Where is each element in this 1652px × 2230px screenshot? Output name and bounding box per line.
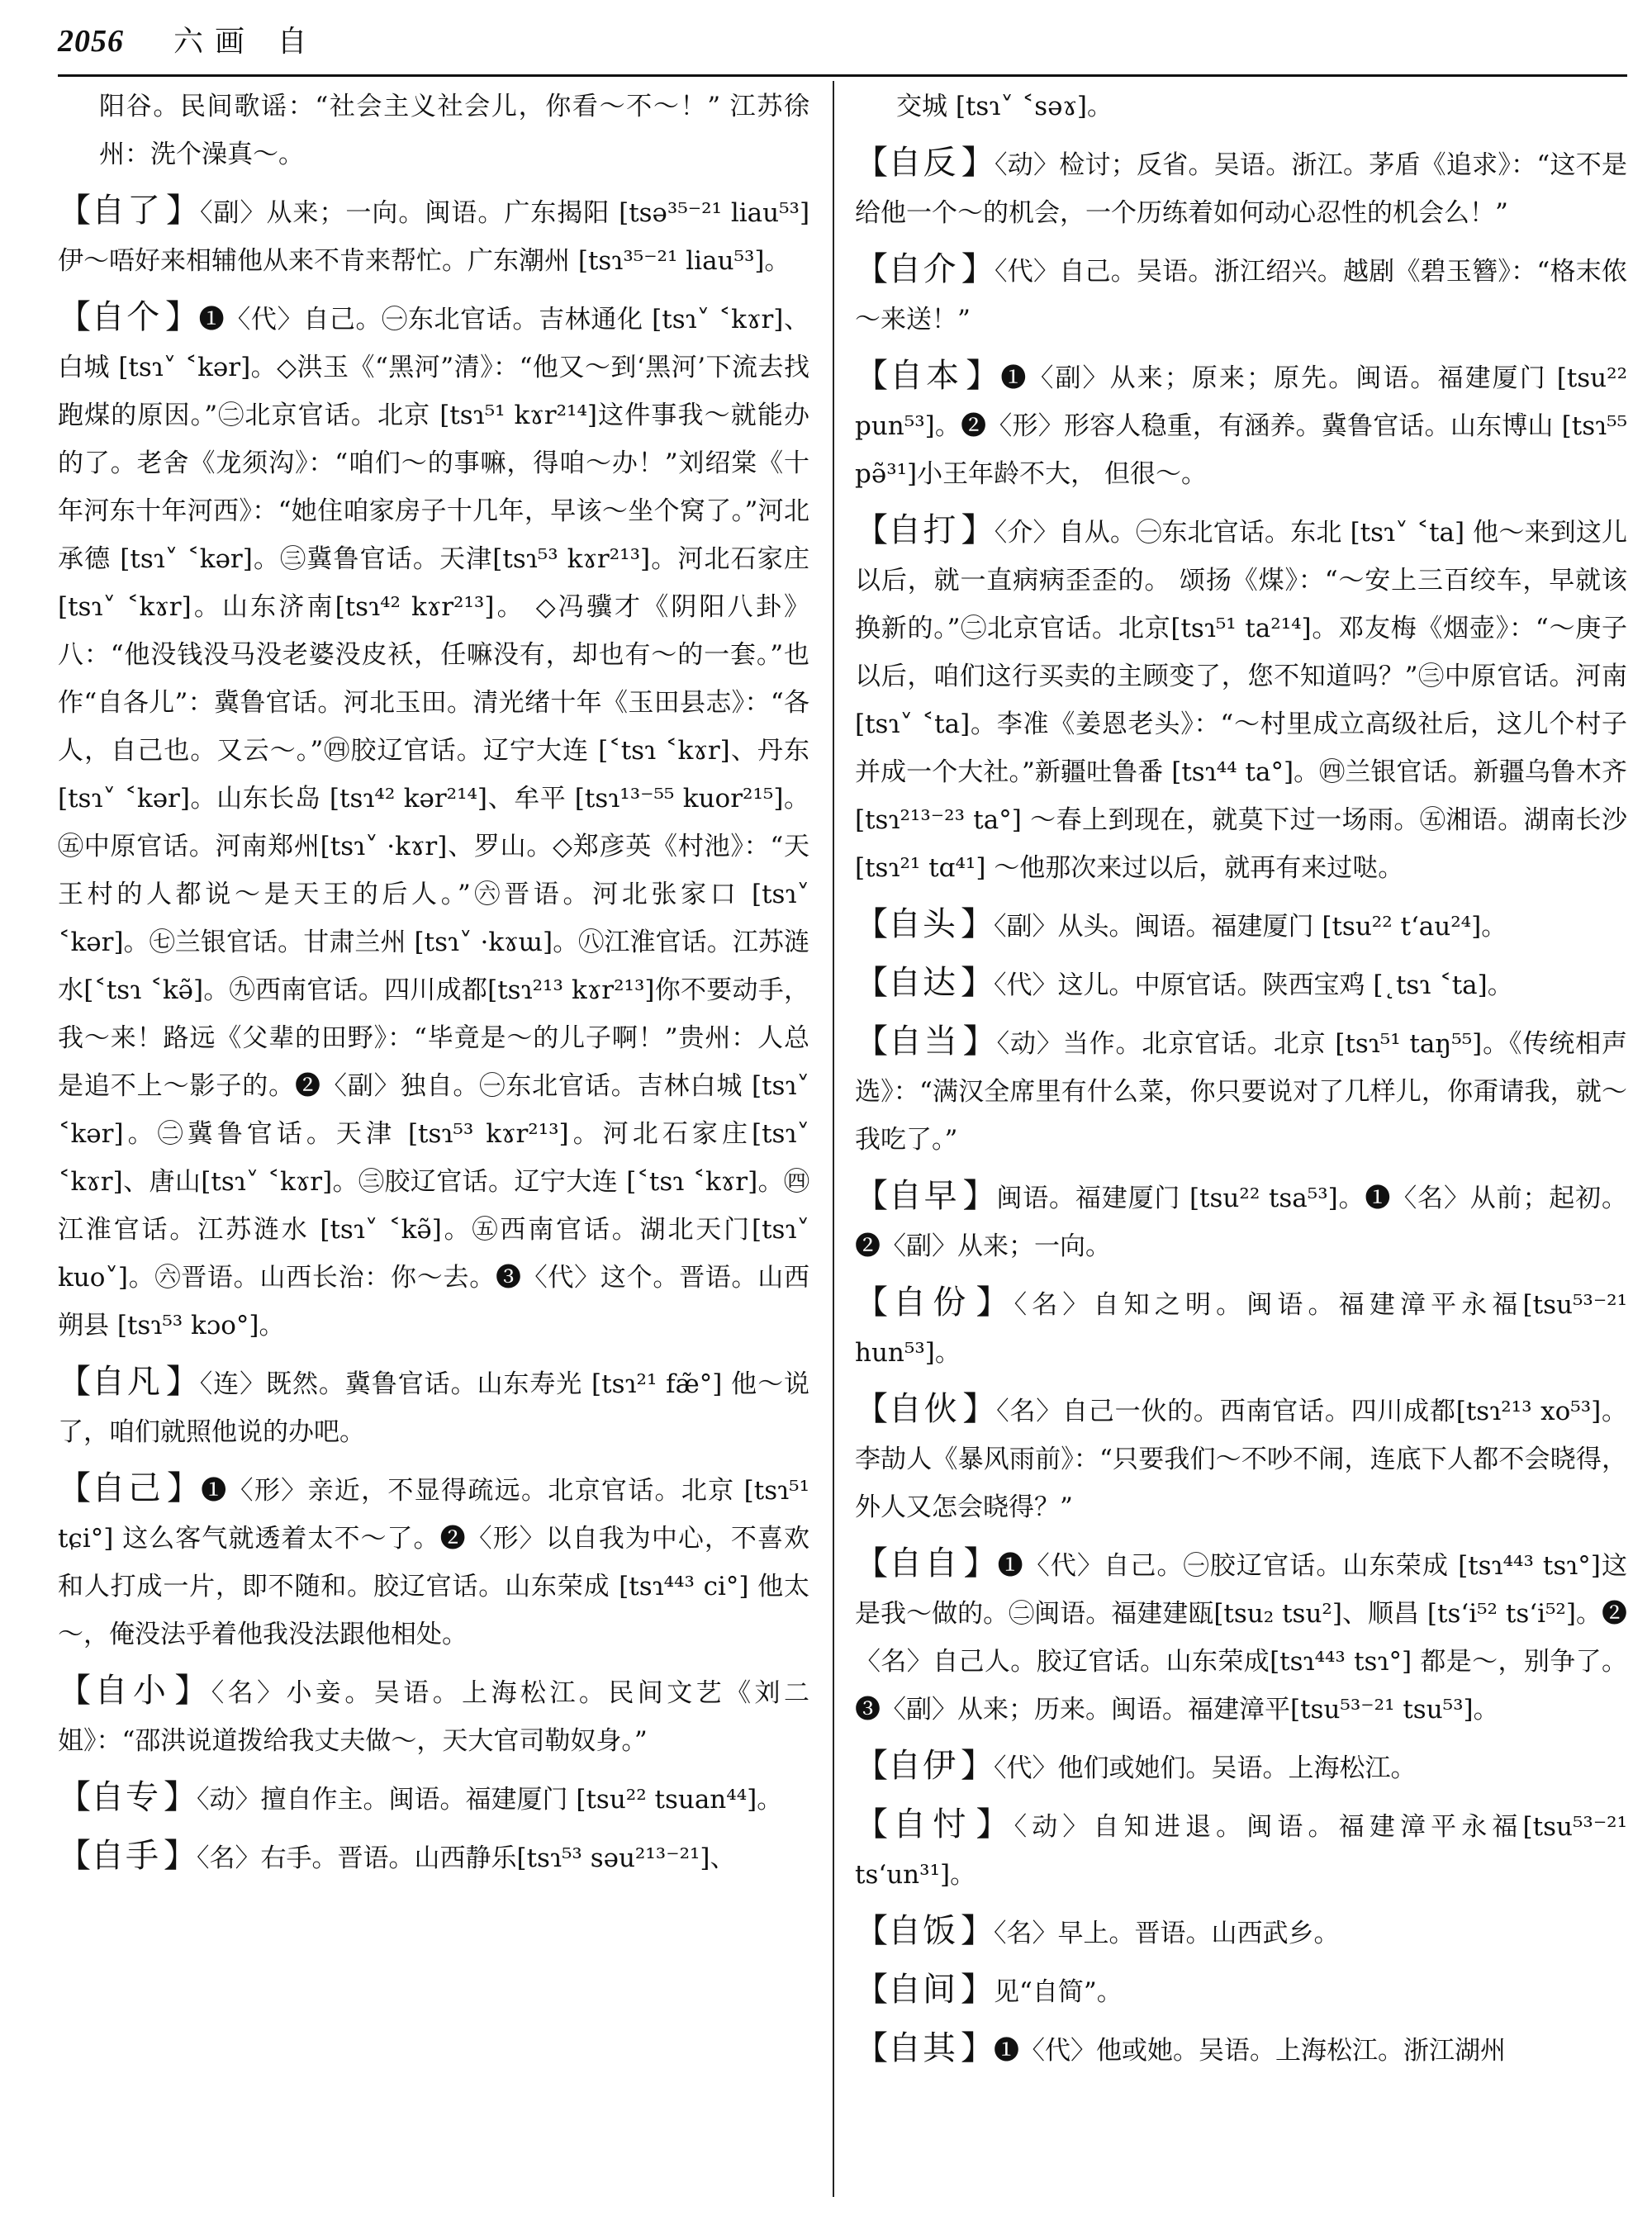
right-column bbox=[855, 83, 1627, 2083]
dictionary-entry bbox=[58, 83, 809, 178]
entry-text: 〈副〉从来；一向。闽语。广东揭阳 [tsə³⁵⁻²¹ liau⁵³] 伊～唔好来相辅他从来不肯来帮忙。广东潮州 [tsɿ³⁵⁻²¹ liau⁵³]。 bbox=[58, 198, 810, 276]
headword: 自份 bbox=[893, 1283, 973, 1321]
entry-text: 〈代〉他们或她们。吴语。上海松江。 bbox=[994, 1753, 1417, 1783]
headword: 自自 bbox=[889, 1544, 961, 1582]
headword: 自个 bbox=[91, 298, 162, 336]
dictionary-entry: 【自份 】〈名〉自知之明。闽语。福建漳平永福[tsu⁵³⁻²¹ hun⁵³]。 bbox=[855, 1283, 1628, 1368]
headword: 自小 bbox=[94, 1672, 172, 1710]
section-title: 六画 自 bbox=[173, 25, 319, 59]
headword: 自当 bbox=[888, 1022, 960, 1060]
dictionary-entry: 【自饭 】〈名〉早上。晋语。山西武乡。 bbox=[855, 1912, 1340, 1950]
dictionary-entry: 【自达 】〈代〉这儿。中原官话。陕西宝鸡 [˛tsɿ ˂ta]。 bbox=[855, 964, 1513, 1002]
headword: 自头 bbox=[888, 905, 957, 943]
entry-text: ❶〈形〉亲近，不显得疏远。北京官话。北京 [tsɿ⁵¹ tɕi°] 这么客气就透着太不～了。❷〈形〉以自我为中心，不喜欢和人打成一片，即不随和。胶辽官话。山东荣成 [tsɿ⁴⁴³ ci°] 他太～，俺没法乎着他我没法跟他相处。 bbox=[58, 1476, 809, 1649]
headword: 自早 bbox=[888, 1177, 960, 1215]
headword: 自其 bbox=[888, 2029, 957, 2067]
headword: 自间 bbox=[888, 1971, 957, 2009]
entry-text: 〈动〉检讨；反省。吴语。浙江。茅盾《追求》：“这不是给他一个～的机会，一个历练着如何动心忍性的机会么！” bbox=[855, 150, 1628, 228]
dictionary-entry bbox=[855, 83, 1627, 130]
headword: 自手 bbox=[91, 1837, 160, 1875]
dictionary-entry: 【自自 】❶〈代〉自己。㊀胶辽官话。山东荣成 [tsɿ⁴⁴³ tsɿ°]这是我～做的。㊁闽语。福建建瓯[tsu₂ tsu²]、顺昌 [ts‘i⁵² ts‘i⁵²]。❷〈名〉自己人。胶辽官话。山东荣成[tsɿ⁴⁴³ tsɿ°] 都是～，别争了。❸〈副〉从来；历来。闽语。福建漳平[tsu⁵³⁻²¹ tsu⁵³]。 bbox=[855, 1544, 1628, 1725]
headword: 自己 bbox=[92, 1469, 164, 1507]
entry-text: 〈名〉小妾。吴语。上海松江。民间文艺《刘二姐》：“邵洪说道拨给我丈夫做～，天大官司勒奴身。” bbox=[58, 1678, 809, 1756]
entry-text: ❶〈代〉他或她。吴语。上海松江。浙江湖州 bbox=[994, 2036, 1506, 2066]
headword: 自忖 bbox=[893, 1805, 973, 1843]
entry-text: ❶〈副〉从来；原来；原先。闽语。福建厦门 [tsu²² pun⁵³]。❷〈形〉形容人稳重，有涵养。冀鲁官话。山东博山 [tsɿ⁵⁵ pə̃³¹]小王年龄不大， 但很～。 bbox=[855, 363, 1628, 489]
entry-text: 〈名〉右手。晋语。山西静乐[tsɿ⁵³ səu²¹³⁻²¹]、 bbox=[197, 1843, 736, 1873]
page-number: 2056 bbox=[58, 24, 124, 59]
dictionary-entry: 【自凡 】〈连〉既然。冀鲁官话。山东寿光 [tsɿ²¹ fæ̃°] 他～说了，咱们就照他说的办吧。 bbox=[58, 1363, 810, 1447]
left-column bbox=[58, 83, 809, 1891]
entry-text: 〈代〉这儿。中原官话。陕西宝鸡 [˛tsɿ ˂ta]。 bbox=[994, 970, 1513, 1000]
entry-text: 〈动〉自知进退。闽语。福建漳平永福[tsu⁵³⁻²¹ ts‘un³¹]。 bbox=[855, 1812, 1628, 1890]
dictionary-entry: 【自本 】❶〈副〉从来；原来；原先。闽语。福建厦门 [tsu²² pun⁵³]。❷〈形〉形容人稳重，有涵养。冀鲁官话。山东博山 [tsɿ⁵⁵ pə̃³¹]小王年龄不大， 但很～。 bbox=[855, 357, 1628, 489]
dictionary-entry: 【自了 】〈副〉从来；一向。闽语。广东揭阳 [tsə³⁵⁻²¹ liau⁵³] 伊～唔好来相辅他从来不肯来帮忙。广东潮州 [tsɿ³⁵⁻²¹ liau⁵³]。 bbox=[58, 192, 810, 276]
dictionary-entry: 【自忖 】〈动〉自知进退。闽语。福建漳平永福[tsu⁵³⁻²¹ ts‘un³¹]。 bbox=[855, 1805, 1628, 1890]
entry-text: ❶〈代〉自己。㊀胶辽官话。山东荣成 [tsɿ⁴⁴³ tsɿ°]这是我～做的。㊁闽语。福建建瓯[tsu₂ tsu²]、顺昌 [ts‘i⁵² ts‘i⁵²]。❷〈名〉自己人。胶辽官话。山东荣成[tsɿ⁴⁴³ tsɿ°] 都是～，别争了。❸〈副〉从来；历来。闽语。福建漳平[tsu⁵³⁻²¹ tsu⁵³]。 bbox=[855, 1551, 1628, 1725]
column-divider bbox=[833, 81, 834, 2197]
dictionary-entry: 【自当 】〈动〉当作。北京官话。北京 [tsɿ⁵¹ taŋ⁵⁵]。《传统相声选》：“满汉全席里有什么菜，你只要说对了几样儿，你甭请我，就～我吃了。” bbox=[855, 1022, 1628, 1155]
headword: 自本 bbox=[890, 357, 963, 395]
headword: 自饭 bbox=[888, 1912, 957, 1950]
headword: 自反 bbox=[888, 144, 958, 182]
dictionary-entry: 【自伊 】〈代〉他们或她们。吴语。上海松江。 bbox=[855, 1747, 1417, 1785]
entry-text: 〈动〉当作。北京官话。北京 [tsɿ⁵¹ taŋ⁵⁵]。《传统相声选》：“满汉全席里有什么菜，你只要说对了几样儿，你甭请我，就～我吃了。” bbox=[855, 1029, 1628, 1155]
dictionary-entry: 【自小 】〈名〉小妾。吴语。上海松江。民间文艺《刘二姐》：“邵洪说道拨给我丈夫做～，天大官司勒奴身。” bbox=[58, 1672, 809, 1756]
entry-text: 〈动〉擅自作主。闽语。福建厦门 [tsu²² tsuan⁴⁴]。 bbox=[197, 1785, 783, 1815]
dictionary-entry: 【自反 】〈动〉检讨；反省。吴语。浙江。茅盾《追求》：“这不是给他一个～的机会，一个历练着如何动心忍性的机会么！” bbox=[855, 144, 1628, 228]
headword: 自凡 bbox=[91, 1363, 163, 1401]
dictionary-entry: 【自伙 】〈名〉自己一伙的。西南官话。四川成都[tsɿ²¹³ xo⁵³]。李劼人《暴风雨前》：“只要我们～不吵不闹，连底下人都不会晓得，外人又怎会晓得？” bbox=[855, 1390, 1628, 1522]
entry-text: 〈名〉自知之明。闽语。福建漳平永福[tsu⁵³⁻²¹ hun⁵³]。 bbox=[855, 1290, 1628, 1368]
entry-text: 阳谷。民间歌谣：“社会主义社会儿，你看～不～！” 江苏徐州：洗个澡真～。 bbox=[99, 92, 809, 169]
dictionary-entry: 【自介 】〈代〉自己。吴语。浙江绍兴。越剧《碧玉簪》：“格末侬～来送！” bbox=[855, 250, 1628, 334]
entry-text: 〈副〉从头。闽语。福建厦门 [tsu²² t‘au²⁴]。 bbox=[994, 912, 1507, 942]
dictionary-entry: 【自间 】见“自简”。 bbox=[855, 1971, 1123, 2009]
headword: 自打 bbox=[888, 511, 958, 549]
dictionary-entry: 【自己 】❶〈形〉亲近，不显得疏远。北京官话。北京 [tsɿ⁵¹ tɕi°] 这么客气就透着太不～了。❷〈形〉以自我为中心，不喜欢和人打成一片，即不随和。胶辽官话。山东荣成 [tsɿ⁴⁴³ ci°] 他太～，俺没法乎着他我没法跟他相处。 bbox=[58, 1469, 809, 1649]
entry-text: 〈代〉自己。吴语。浙江绍兴。越剧《碧玉簪》：“格末侬～来送！” bbox=[855, 257, 1628, 334]
entry-text: 〈介〉自从。㊀东北官话。东北 [tsɿ˅ ˂ta] 他～来到这儿以后，就一直病病歪歪的。 颂扬《煤》：“～安上三百绞车，早就该换新的。”㊁北京官话。北京[tsɿ⁵¹ ta²¹⁴]。邓友梅《烟壶》：“～庚子以后，咱们这行买卖的主顾变了，您不知道吗？”㊂中原官话。河南 [tsɿ˅ ˂ta]。李准《姜恩老头》：“～村里成立高级社后，这儿个村子并成一个大社。”新疆吐鲁番 [tsɿ⁴⁴ ta°]。㊃兰银官话。新疆乌鲁木齐[tsɿ²¹³⁻²³ ta°] ～春上到现在，就莫下过一场雨。㊄湘语。湖南长沙 [tsɿ²¹ tɑ⁴¹] ～他那次来过以后，就再有来过哒。 bbox=[855, 518, 1628, 883]
headword: 自专 bbox=[91, 1778, 160, 1816]
headword: 自伊 bbox=[888, 1747, 957, 1785]
dictionary-entry: 【自专 】〈动〉擅自作主。闽语。福建厦门 [tsu²² tsuan⁴⁴]。 bbox=[58, 1778, 783, 1816]
dictionary-entry: 【自早 】闽语。福建厦门 [tsu²² tsa⁵³]。❶〈名〉从前；起初。❷〈副〉从来；一向。 bbox=[855, 1177, 1627, 1261]
dictionary-entry: 【自个 】❶〈代〉自己。㊀东北官话。吉林通化 [tsɿ˅ ˂kɤr]、白城 [tsɿ˅ ˂kər]。◇洪玉《“黑河”清》：“他又～到‘黑河’下流去找跑煤的原因。”㊁北京官话。北京 [tsɿ⁵¹ kɤr²¹⁴]这件事我～就能办的了。老舍《龙须沟》：“咱们～的事嘛，得咱～办！”刘绍棠《十年河东十年河西》：“她住咱家房子十几年，早该～坐个窝了。”河北承德 [tsɿ˅ ˂kər]。㊂冀鲁官话。天津[tsɿ⁵³ kɤr²¹³]。河北石家庄 [tsɿ˅ ˂kɤr]。山东济南[tsɿ⁴² kɤr²¹³]。 ◇冯骥才《阴阳八卦》八：“他没钱没马没老婆没皮袄，任嘛没有，却也有～的一套。”也作“自各儿”：冀鲁官话。河北玉田。清光绪十年《玉田县志》：“各人，自己也。又云～。”㊃胶辽官话。辽宁大连 [˂tsɿ ˂kɤr]、丹东 [tsɿ˅ ˂kər]。山东长岛 [tsɿ⁴² kər²¹⁴]、牟平 [tsɿ¹³⁻⁵⁵ kuor²¹⁵]。㊄中原官话。河南郑州[tsɿ˅ ·kɤr]、罗山。◇郑彦英《村池》：“天王村的人都说～是天王的后人。”㊅晋语。河北张家口 [tsɿ˅ ˂kər]。㊆兰银官话。甘肃兰州 [tsɿ˅ ·kɤɯ]。㊇江淮官话。江苏涟水[˂tsɿ ˂kə̃]。㊈西南官话。四川成都[tsɿ²¹³ kɤr²¹³]你不要动手，我～来！路远《父辈的田野》：“毕竟是～的儿子啊！”贵州：人总是追不上～影子的。❷〈副〉独自。㊀东北官话。吉林白城 [tsɿ˅ ˂kər]。㊁冀鲁官话。天津 [tsɿ⁵³ kɤr²¹³]。河北石家庄[tsɿ˅ ˂kɤr]、唐山[tsɿ˅ ˂kɤr]。㊂胶辽官话。辽宁大连 [˂tsɿ ˂kɤr]。㊃江淮官话。江苏涟水 [tsɿ˅ ˂kə̃]。㊄西南官话。湖北天门[tsɿ˅ kuo˅]。㊅晋语。山西长治：你～去。❸〈代〉这个。晋语。山西朔县 [tsɿ⁵³ kɔo°]。 bbox=[58, 298, 810, 1340]
dictionary-entry: 【自头 】〈副〉从头。闽语。福建厦门 [tsu²² t‘au²⁴]。 bbox=[855, 905, 1507, 943]
entry-text: 〈名〉早上。晋语。山西武乡。 bbox=[994, 1919, 1340, 1948]
dictionary-entry: 【自打 】〈介〉自从。㊀东北官话。东北 [tsɿ˅ ˂ta] 他～来到这儿以后，就一直病病歪歪的。 颂扬《煤》：“～安上三百绞车，早就该换新的。”㊁北京官话。北京[tsɿ⁵¹ ta²¹⁴]。邓友梅《烟壶》：“～庚子以后，咱们这行买卖的主顾变了，您不知道吗？”㊂中原官话。河南 [tsɿ˅ ˂ta]。李准《姜恩老头》：“～村里成立高级社后，这儿个村子并成一个大社。”新疆吐鲁番 [tsɿ⁴⁴ ta°]。㊃兰银官话。新疆乌鲁木齐[tsɿ²¹³⁻²³ ta°] ～春上到现在，就莫下过一场雨。㊄湘语。湖南长沙 [tsɿ²¹ tɑ⁴¹] ～他那次来过以后，就再有来过哒。 bbox=[855, 511, 1628, 883]
entry-text: ❶〈代〉自己。㊀东北官话。吉林通化 [tsɿ˅ ˂kɤr]、白城 [tsɿ˅ ˂kər]。◇洪玉《“黑河”清》：“他又～到‘黑河’下流去找跑煤的原因。”㊁北京官话。北京 [tsɿ⁵¹ kɤr²¹⁴]这件事我～就能办的了。老舍《龙须沟》：“咱们～的事嘛，得咱～办！”刘绍棠《十年河东十年河西》：“她住咱家房子十几年，早该～坐个窝了。”河北承德 [tsɿ˅ ˂kər]。㊂冀鲁官话。天津[tsɿ⁵³ kɤr²¹³]。河北石家庄 [tsɿ˅ ˂kɤr]。山东济南[tsɿ⁴² kɤr²¹³]。 ◇冯骥才《阴阳八卦》八：“他没钱没马没老婆没皮袄，任嘛没有，却也有～的一套。”也作“自各儿”：冀鲁官话。河北玉田。清光绪十年《玉田县志》：“各人，自己也。又云～。”㊃胶辽官话。辽宁大连 [˂tsɿ ˂kɤr]、丹东 [tsɿ˅ ˂kər]。山东长岛 [tsɿ⁴² kər²¹⁴]、牟平 [tsɿ¹³⁻⁵⁵ kuor²¹⁵]。㊄中原官话。河南郑州[tsɿ˅ ·kɤr]、罗山。◇郑彦英《村池》：“天王村的人都说～是天王的后人。”㊅晋语。河北张家口 [tsɿ˅ ˂kər]。㊆兰银官话。甘肃兰州 [tsɿ˅ ·kɤɯ]。㊇江淮官话。江苏涟水[˂tsɿ ˂kə̃]。㊈西南官话。四川成都[tsɿ²¹³ kɤr²¹³]你不要动手，我～来！路远《父辈的田野》：“毕竟是～的儿子啊！”贵州：人总是追不上～影子的。❷〈副〉独自。㊀东北官话。吉林白城 [tsɿ˅ ˂kər]。㊁冀鲁官话。天津 [tsɿ⁵³ kɤr²¹³]。河北石家庄[tsɿ˅ ˂kɤr]、唐山[tsɿ˅ ˂kɤr]。㊂胶辽官话。辽宁大连 [˂tsɿ ˂kɤr]。㊃江淮官话。江苏涟水 [tsɿ˅ ˂kə̃]。㊄西南官话。湖北天门[tsɿ˅ kuo˅]。㊅晋语。山西长治：你～去。❸〈代〉这个。晋语。山西朔县 [tsɿ⁵³ kɔo°]。 bbox=[58, 305, 810, 1340]
entry-text: 交城 [tsɿ˅ ˂səɤ]。 bbox=[896, 92, 1113, 121]
dictionary-entry: 【自手 】〈名〉右手。晋语。山西静乐[tsɿ⁵³ səu²¹³⁻²¹]、 bbox=[58, 1837, 736, 1875]
dictionary-entry: 【自其 】❶〈代〉他或她。吴语。上海松江。浙江湖州 bbox=[855, 2029, 1506, 2067]
entry-text: 〈连〉既然。冀鲁官话。山东寿光 [tsɿ²¹ fæ̃°] 他～说了，咱们就照他说的办吧。 bbox=[58, 1369, 810, 1447]
header-rule bbox=[58, 74, 1627, 77]
entry-text: 〈名〉自己一伙的。西南官话。四川成都[tsɿ²¹³ xo⁵³]。李劼人《暴风雨前》：“只要我们～不吵不闹，连底下人都不会晓得，外人又怎会晓得？” bbox=[855, 1397, 1628, 1522]
headword: 自介 bbox=[888, 250, 958, 288]
headword: 自达 bbox=[888, 964, 957, 1002]
headword: 自了 bbox=[92, 192, 163, 230]
entry-text: 闽语。福建厦门 [tsu²² tsa⁵³]。❶〈名〉从前；起初。❷〈副〉从来；一向。 bbox=[855, 1184, 1627, 1261]
page-header bbox=[58, 18, 318, 68]
headword: 自伙 bbox=[888, 1390, 960, 1428]
entry-text: 见“自简”。 bbox=[994, 1977, 1123, 2007]
